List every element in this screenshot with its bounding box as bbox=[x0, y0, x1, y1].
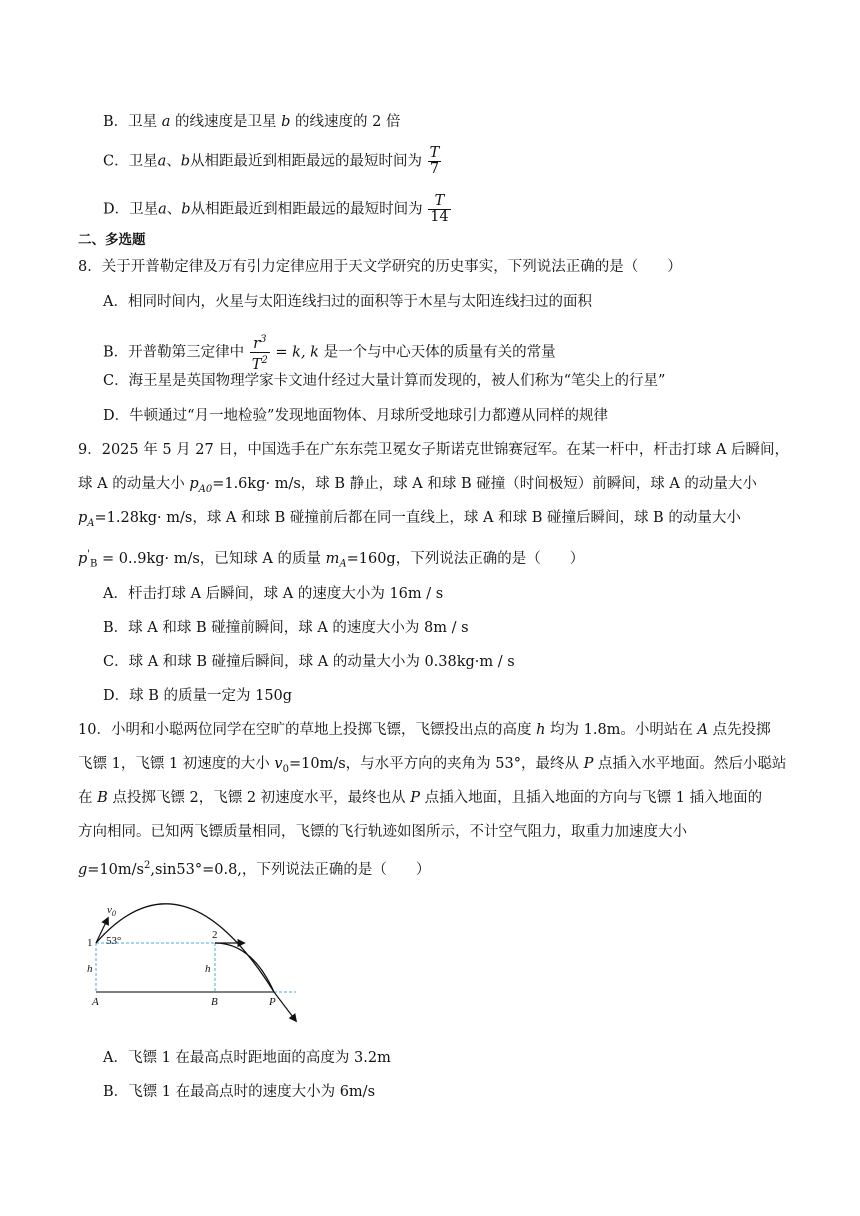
q7-option-b: B．卫星 a 的线速度是卫星 b 的线速度的 2 倍 bbox=[103, 114, 401, 130]
q7-option-d: D．卫星a、b从相距最近到相距最远的最短时间为 $\frac{T}{14}$ bbox=[103, 193, 449, 225]
fraction-r3-over-t2: $\frac{r^3}{T^2}$ bbox=[251, 334, 268, 373]
q9-option-b: B．球 A 和球 B 碰撞前瞬间，球 A 的速度大小为 8m / s bbox=[103, 620, 469, 636]
q8-stem: 8．关于开普勒定律及万有引力定律应用于天文学研究的历史事实，下列说法正确的是（ ） bbox=[78, 259, 682, 275]
label-v0: $v_0$ bbox=[107, 904, 116, 918]
fraction-t-over-7: $\frac{T}{7}$ bbox=[429, 145, 440, 177]
impact-direction-arrow bbox=[274, 992, 296, 1021]
label-P: P bbox=[269, 996, 276, 1008]
q7-option-c: C．卫星a、b从相距最近到相距最远的最短时间为 $\frac{T}{7}$ bbox=[103, 145, 440, 177]
q9-stem-line2: 球 A 的动量大小 $p_{A0}=1.6kg\cdot m/s$，球 B 静止，球 A 和球 B 碰撞（时间极短）前瞬间，球 A 的动量大小 bbox=[78, 476, 757, 495]
q10-stem-line4: 方向相同。已知两飞镖质量相同，飞镖的飞行轨迹如图所示，不计空气阻力，取重力加速度大小 bbox=[78, 824, 687, 840]
fraction-t-over-14: $\frac{T}{14}$ bbox=[430, 193, 449, 225]
q10-stem-line3: 在 B 点投掷飞镖 2，飞镖 2 初速度水平，最终也从 P 点插入地面，且插入地面的方向与飞镖 1 插入地面的 bbox=[78, 790, 763, 806]
q9-stem-line4: $p'_B = 0..9kg\cdot m/s$，已知球 A 的质量 $m_A=160g$，下列说法正确的是（ ） bbox=[78, 549, 585, 570]
q8-option-b: B．开普勒第三定律中 $\frac{r^3}{T^2}$ = k, k 是一个与中心天体的质量有关的常量 bbox=[103, 334, 556, 373]
q8-option-a: A．相同时间内，火星与太阳连线扫过的面积等于木星与太阳连线扫过的面积 bbox=[103, 294, 592, 310]
q10-stem-line1: 10．小明和小聪两位同学在空旷的草地上投掷飞镖，飞镖投出点的高度 h 均为 1.8m。小明站在 A 点先投掷 bbox=[78, 722, 771, 738]
q9-stem-line3: $p_A=1.28kg\cdot m/s$，球 A 和球 B 碰撞前后都在同一直线上，球 A 和球 B 碰撞后瞬间，球 B 的动量大小 bbox=[78, 510, 741, 529]
label-h-mid: h bbox=[205, 963, 211, 975]
label-2: 2 bbox=[212, 929, 218, 941]
label-1: 1 bbox=[87, 937, 93, 949]
q9-option-d: D．球 B 的质量一定为 150g bbox=[103, 688, 293, 704]
q10-stem-line5: $g=10m/s^2,\sin 53^\circ=0.8$,，下列说法正确的是（ ） bbox=[78, 860, 431, 878]
label-B: B bbox=[211, 996, 218, 1008]
label-angle: 53° bbox=[106, 935, 122, 947]
q10-stem-line2: 飞镖 1，飞镖 1 初速度的大小 $v_0=10m/s$，与水平方向的夹角为 53°，最终从 P 点插入水平地面。然后小聪站 bbox=[78, 756, 787, 775]
q9-option-c: C．球 A 和球 B 碰撞后瞬间，球 A 的动量大小为 0.38kg·m / s bbox=[103, 654, 515, 670]
trajectory-dart-1 bbox=[96, 904, 274, 992]
q8-option-c: C．海王星是英国物理学家卡文迪什经过大量计算而发现的，被人们称为“笔尖上的行星” bbox=[103, 373, 666, 389]
section-title-multiple-choice: 二、多选题 bbox=[78, 232, 146, 248]
q10-option-a: A．飞镖 1 在最高点时距地面的高度为 3.2m bbox=[103, 1050, 391, 1066]
q8-option-d: D．牛顿通过“月一地检验”发现地面物体、月球所受地球引力都遵从同样的规律 bbox=[103, 408, 608, 424]
q9-stem-line1: 9．2025 年 5 月 27 日，中国选手在广东东莞卫冕女子斯诺克世锦赛冠军。在某一杆中，杆击打球 A 后瞬间， bbox=[78, 442, 790, 458]
label-h-left: h bbox=[87, 963, 93, 975]
q9-option-a: A．杆击打球 A 后瞬间，球 A 的速度大小为 16m / s bbox=[103, 586, 444, 602]
label-A: A bbox=[92, 996, 99, 1008]
q10-option-b: B．飞镖 1 在最高点时的速度大小为 6m/s bbox=[103, 1084, 376, 1100]
dart-trajectory-diagram bbox=[82, 893, 312, 1028]
